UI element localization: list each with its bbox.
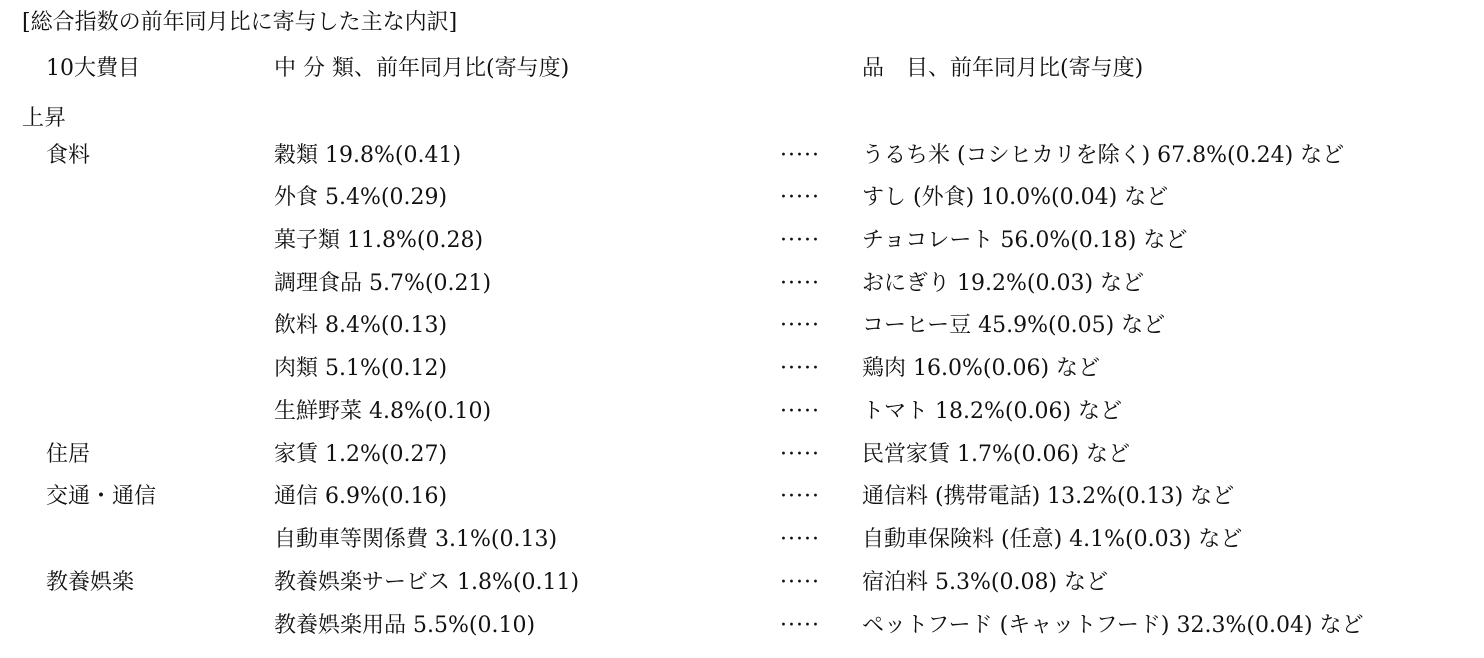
row-leader-dots: ····· (780, 313, 820, 338)
row-middle: 家賃 1.2%(0.27) (274, 442, 448, 467)
row-item: トマト 18.2%(0.06) など (862, 399, 1123, 424)
row-leader-dots: ····· (780, 570, 820, 595)
row-middle: 調理食品 5.7%(0.21) (274, 271, 492, 296)
row-item: すし (外食) 10.0%(0.04) など (862, 185, 1169, 210)
row-category: 食料 (46, 143, 91, 168)
row-item: チョコレート 56.0%(0.18) など (862, 228, 1188, 253)
row-item: 通信料 (携帯電話) 13.2%(0.13) など (862, 484, 1235, 509)
row-leader-dots: ····· (780, 399, 820, 424)
row-leader-dots: ····· (780, 143, 820, 168)
row-middle: 生鮮野菜 4.8%(0.10) (274, 399, 492, 424)
row-leader-dots: ····· (780, 613, 820, 638)
row-middle: 教養娯楽サービス 1.8%(0.11) (274, 570, 580, 595)
table-row (0, 354, 1484, 386)
row-middle: 穀類 19.8%(0.41) (274, 143, 462, 168)
document-title: [総合指数の前年同月比に寄与した主な内訳] (22, 10, 458, 35)
row-middle: 通信 6.9%(0.16) (274, 484, 448, 509)
row-item: コーヒー豆 45.9%(0.05) など (862, 313, 1166, 338)
table-row (0, 269, 1484, 301)
row-item: 鶏肉 16.0%(0.06) など (862, 356, 1101, 381)
row-category: 教養娯楽 (46, 570, 135, 595)
table-row (0, 482, 1484, 514)
row-leader-dots: ····· (780, 527, 820, 552)
row-middle: 肉類 5.1%(0.12) (274, 356, 448, 381)
row-item: おにぎり 19.2%(0.03) など (862, 271, 1145, 296)
row-middle: 外食 5.4%(0.29) (274, 185, 448, 210)
table-row (0, 397, 1484, 429)
row-middle: 教養娯楽用品 5.5%(0.10) (274, 613, 536, 638)
row-item: うるち米 (コシヒカリを除く) 67.8%(0.24) など (862, 143, 1345, 168)
table-row (0, 611, 1484, 643)
table-row (0, 311, 1484, 343)
header-middle-classification: 中 分 類、前年同月比(寄与度) (274, 56, 570, 81)
row-leader-dots: ····· (780, 228, 820, 253)
row-middle: 飲料 8.4%(0.13) (274, 313, 448, 338)
table-row (0, 226, 1484, 258)
row-leader-dots: ····· (780, 484, 820, 509)
row-category: 住居 (46, 442, 91, 467)
table-row (0, 141, 1484, 173)
row-item: 自動車保険料 (任意) 4.1%(0.03) など (862, 527, 1243, 552)
row-leader-dots: ····· (780, 185, 820, 210)
row-item: ペットフード (キャットフード) 32.3%(0.04) など (862, 613, 1364, 638)
row-middle: 菓子類 11.8%(0.28) (274, 228, 484, 253)
row-item: 民営家賃 1.7%(0.06) など (862, 442, 1131, 467)
row-leader-dots: ····· (780, 442, 820, 467)
row-item: 宿泊料 5.3%(0.08) など (862, 570, 1109, 595)
table-row (0, 440, 1484, 472)
table-row (0, 525, 1484, 557)
row-leader-dots: ····· (780, 271, 820, 296)
header-category: 10大費目 (46, 56, 140, 81)
table-row (0, 183, 1484, 215)
table-row (0, 568, 1484, 600)
row-category: 交通・通信 (46, 484, 157, 509)
section-label-rise: 上昇 (22, 106, 67, 131)
row-middle: 自動車等関係費 3.1%(0.13) (274, 527, 558, 552)
header-item: 品 目、前年同月比(寄与度) (862, 56, 1144, 81)
row-leader-dots: ····· (780, 356, 820, 381)
